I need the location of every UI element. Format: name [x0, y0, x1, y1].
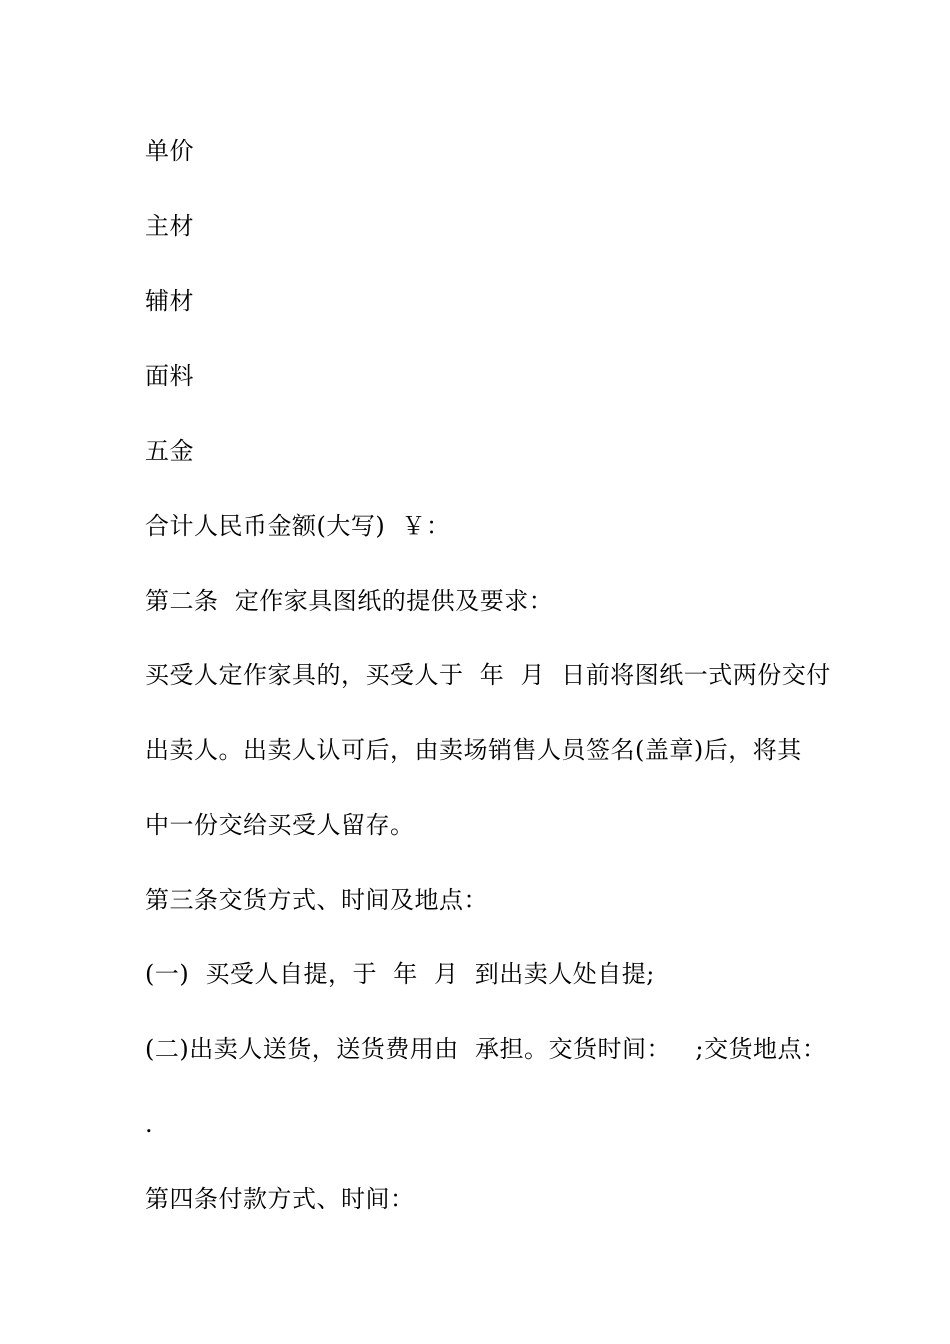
- article-2-heading: 第二条 定作家具图纸的提供及要求：: [145, 587, 554, 615]
- article-3-option-2: (二)出卖人送货，送货费用由 承担。交货时间： ;交货地点：: [145, 1035, 827, 1063]
- item-hardware: 五金: [145, 437, 194, 465]
- item-main-material: 主材: [145, 212, 194, 240]
- item-auxiliary-material: 辅材: [145, 287, 194, 315]
- article-2-text-line-1: 买受人定作家具的，买受人于 年 月 日前将图纸一式两份交付: [145, 661, 831, 689]
- article-3-option-1: (一) 买受人自提，于 年 月 到出卖人处自提;: [145, 960, 655, 988]
- stray-period: .: [145, 1110, 154, 1138]
- total-amount-line: 合计人民币金额(大写) ￥：: [145, 512, 451, 540]
- article-4-heading: 第四条付款方式、时间：: [145, 1185, 415, 1213]
- article-3-heading: 第三条交货方式、时间及地点：: [145, 886, 488, 914]
- article-2-text-line-3: 中一份交给买受人留存。: [145, 811, 415, 839]
- item-fabric: 面料: [145, 362, 194, 390]
- article-2-text-line-2: 出卖人。出卖人认可后，由卖场销售人员签名(盖章)后，将其: [145, 736, 802, 764]
- item-unit-price: 单价: [145, 137, 194, 165]
